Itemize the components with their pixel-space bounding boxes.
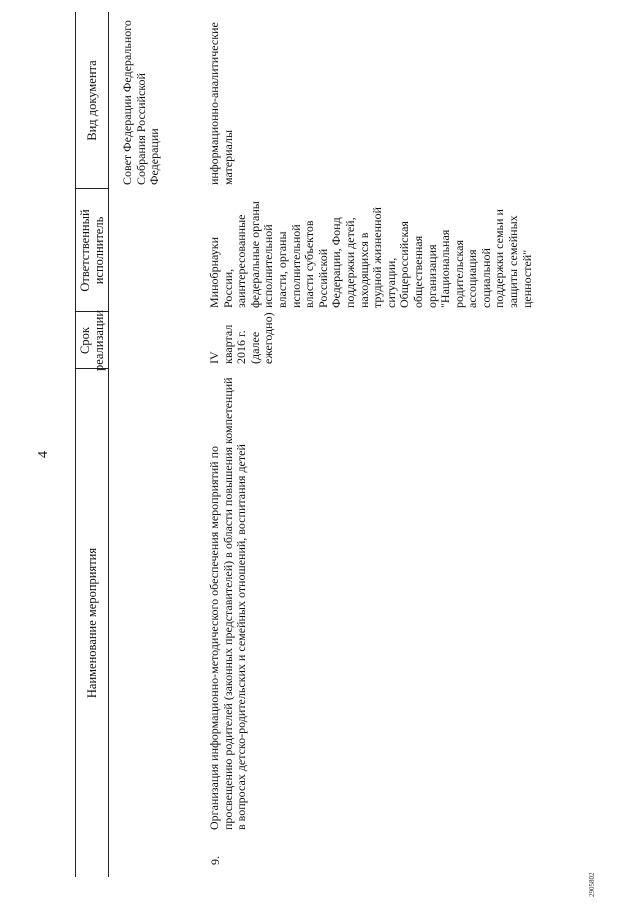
header-bottom-rule — [108, 12, 109, 877]
cell-executor-1: Минобрнауки России, заинтересованные федеральные органы исполнительной власти, органы исполнительной власти субъектов Российской Федерации, Фонд поддержки детей, находящихся в трудной жизненной ситуации, Общероссийская общественная организация "Национальная родительская ассоциация социальной поддержки семьи и защиты семейных ценностей" — [207, 201, 534, 308]
header-term: Срок реализации — [77, 309, 106, 372]
page-number: 4 — [36, 451, 51, 458]
cell-num-1: 9. — [208, 856, 222, 865]
header-name: Наименование мероприятия — [84, 547, 99, 699]
header-doctype: Вид документа — [84, 60, 99, 141]
cell-name-1: Организация информационно-методического обеспечения мероприятий по просвещению родителей (законных представителей) в области повышения компетенций в вопросах детско-родительских и семейных отношений, воспитания детей — [207, 377, 249, 830]
header-executor: Ответственный исполнитель — [77, 209, 106, 292]
cell-doctype-1: информационно-аналитические материалы — [207, 22, 235, 185]
cell-term-1: IV квартал 2016 г. (далее ежегодно) — [207, 312, 276, 364]
cell-doctype-0: Совет Федерации Федерального Собрания Российской Федерации — [120, 20, 162, 185]
document-id: 2905802 — [588, 872, 596, 897]
